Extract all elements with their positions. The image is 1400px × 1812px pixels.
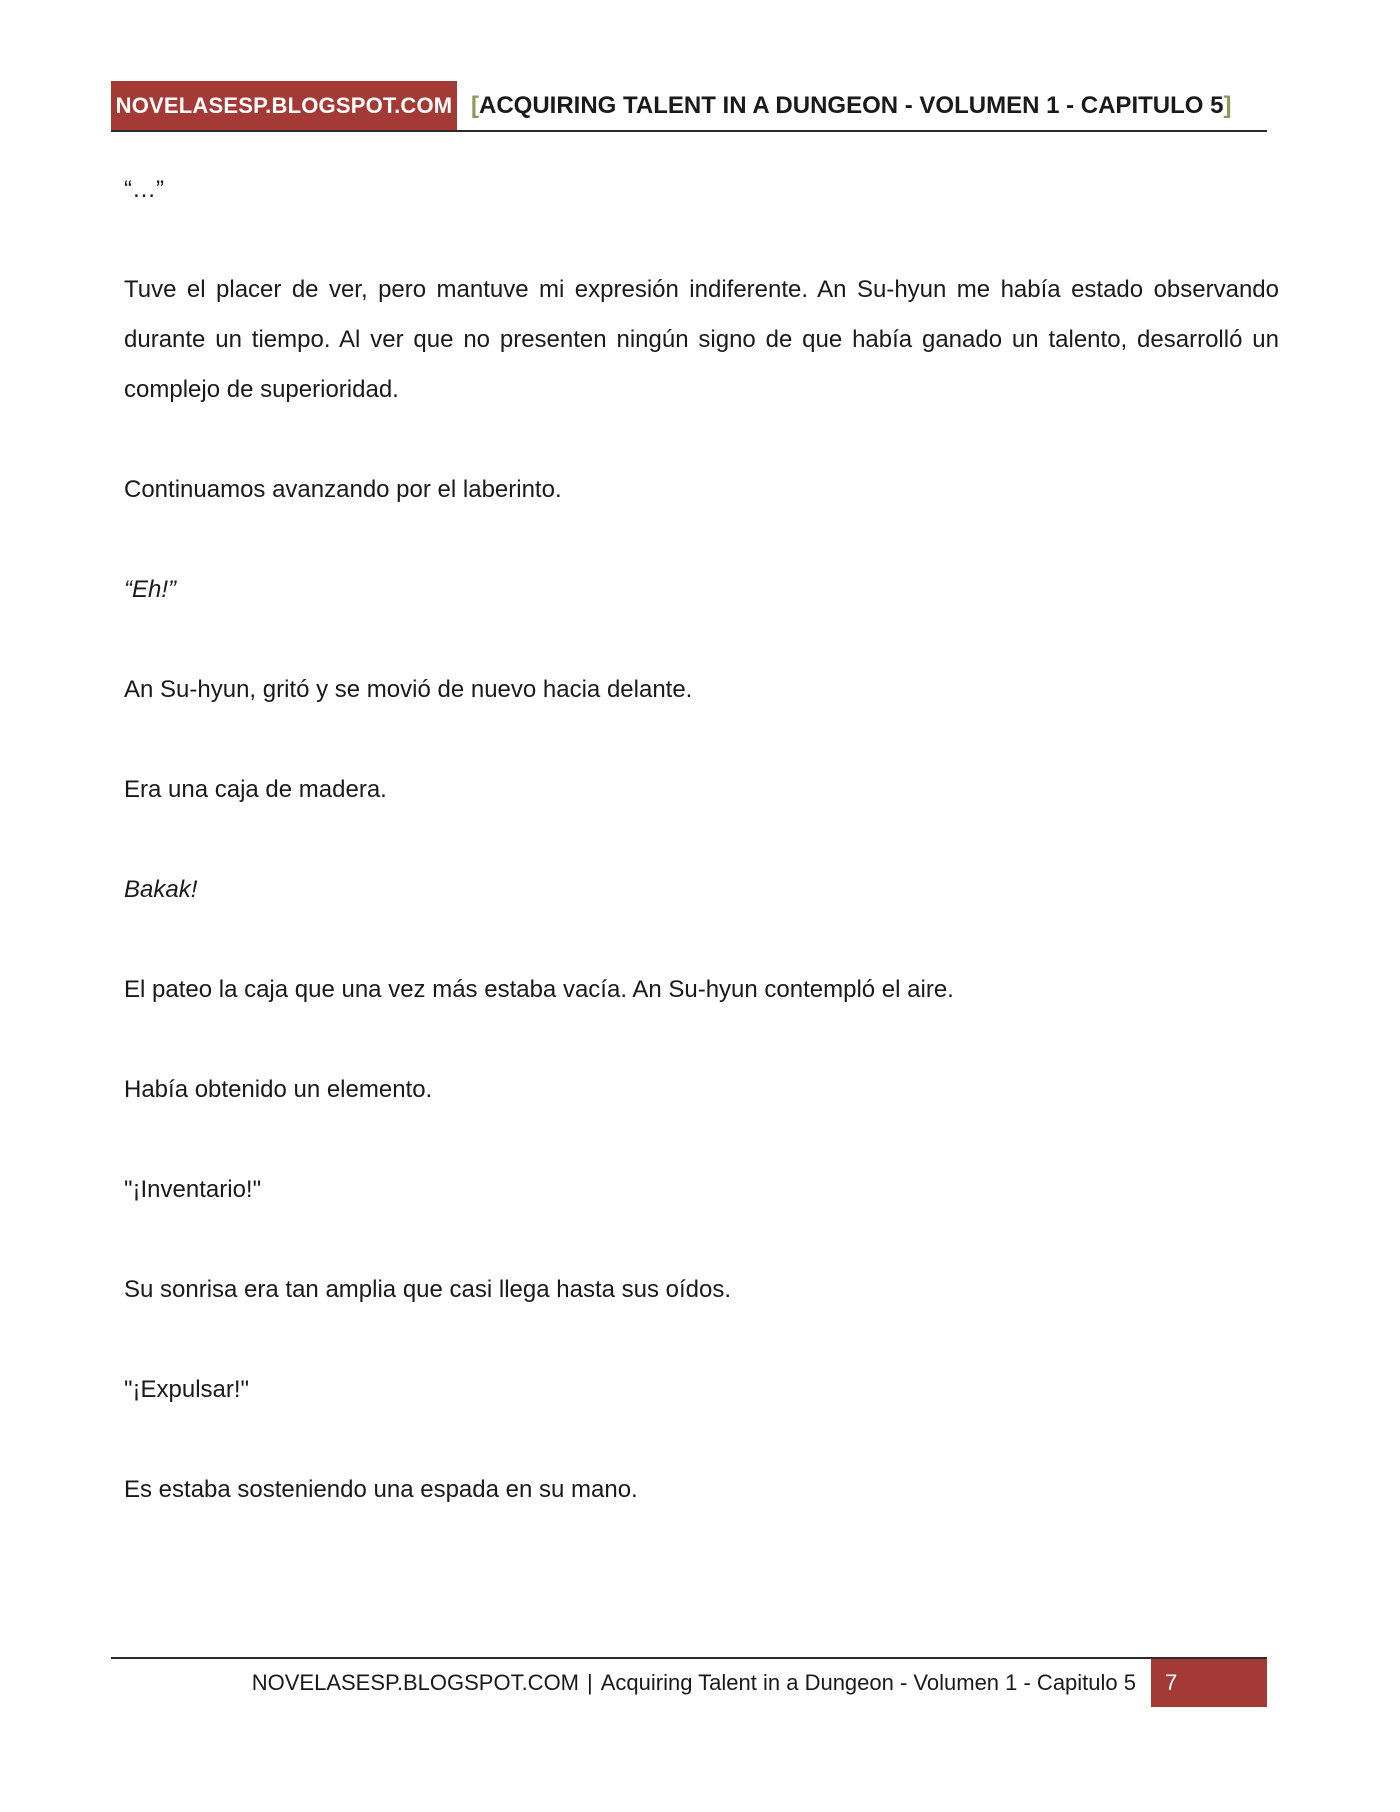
page-footer <box>111 1657 1267 1707</box>
footer-site: NOVELASESP.BLOGSPOT.COM <box>251 1670 580 1695</box>
paragraph: "¡Inventario!" <box>124 1176 262 1203</box>
paragraph: Había obtenido un elemento. <box>124 1076 433 1103</box>
paragraph: Continuamos avanzando por el laberinto. <box>124 476 562 503</box>
paragraph: An Su-hyun, gritó y se movió de nuevo hacia delante. <box>124 676 693 703</box>
footer-text <box>252 1659 1136 1707</box>
header-title-text: ACQUIRING TALENT IN A DUNGEON - VOLUMEN 1 - CAPITULO 5 <box>479 92 1224 119</box>
page-body <box>124 165 1279 1565</box>
footer-title: Acquiring Talent in a Dungeon - Volumen 1 - Capitulo 5 <box>600 1670 1136 1695</box>
paragraph: Era una caja de madera. <box>124 776 387 803</box>
paragraph: Bakak! <box>124 876 198 903</box>
footer-separator: | <box>587 1670 593 1695</box>
paragraph: “…” <box>124 176 164 203</box>
paragraph: Es estaba sosteniendo una espada en su mano. <box>124 1476 638 1503</box>
header-site-label: NOVELASESP.BLOGSPOT.COM <box>111 81 457 130</box>
paragraph: El pateo la caja que una vez más estaba vacía. An Su-hyun contempló el aire. <box>124 976 954 1003</box>
paragraph: “Eh!” <box>124 576 177 603</box>
paragraph: Tuve el placer de ver, pero mantuve mi expresión indiferente. An Su-hyun me había estado observando durante un tiempo. Al ver que no presenten ningún signo de que había ganado un talento, desarrolló un complejo de superioridad. <box>124 276 1279 403</box>
header-bracket-open: [ <box>471 92 479 119</box>
header-bracket-close: ] <box>1223 92 1232 119</box>
page-number: 7 <box>1151 1659 1267 1707</box>
page-header <box>111 81 1267 132</box>
header-title <box>471 81 1231 130</box>
paragraph: Su sonrisa era tan amplia que casi llega hasta sus oídos. <box>124 1276 732 1303</box>
paragraph: "¡Expulsar!" <box>124 1376 250 1403</box>
